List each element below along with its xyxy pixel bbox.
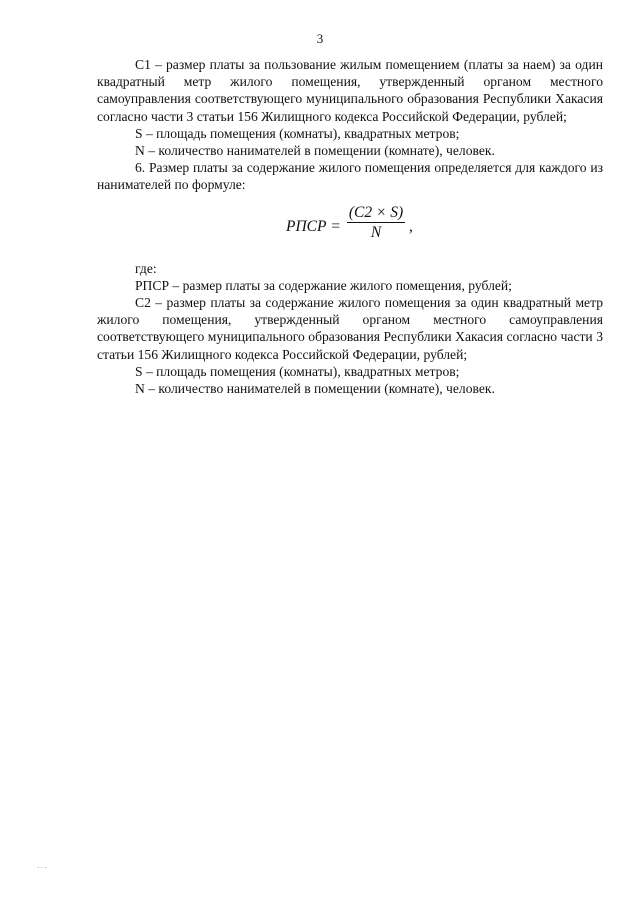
paragraph-rpsr-definition: РПСР – размер платы за содержание жилого помещения, рублей;: [135, 277, 512, 293]
paragraph-item-6: 6. Размер платы за содержание жилого помещения определяется для каждого из нанимателей по формуле:: [97, 160, 603, 193]
page-number: 3: [316, 31, 324, 46]
paragraph-c2-definition: C2 – размер платы за содержание жилого помещения за один квадратный метр жилого помещения, утвержденный органом местного самоуправления соответствующего муниципального образования Республики Хакасия согласно части 3 статьи 156 Жилищного кодекса Российской Федерации, рублей;: [97, 295, 603, 362]
formula-trailing-comma: ,: [409, 217, 413, 235]
paragraph-c1-definition: C1 – размер платы за пользование жилым помещением (платы за наем) за один квадратный метр жилого помещения, утвержденный органом местного самоуправления соответствующего муниципального образования Республики Хакасия согласно части 3 статьи 156 Жилищного кодекса Российской Федерации, рублей;: [97, 57, 603, 124]
paragraph-n-definition-2: N – количество нанимателей в помещении (комнате), человек.: [135, 381, 495, 397]
formula-lhs: РПСР =: [286, 217, 341, 235]
fraction-bar: [347, 222, 405, 223]
paragraph-n-definition: N – количество нанимателей в помещении (комнате), человек.: [135, 143, 495, 159]
formula-numerator: (C2 × S): [348, 203, 404, 221]
paragraph-where: где:: [135, 260, 157, 276]
document-body: [97, 56, 603, 397]
paragraph-s-definition-2: S – площадь помещения (комнаты), квадратных метров;: [135, 363, 460, 379]
formula-denominator: N: [370, 223, 382, 241]
footer-scan-mark: ...: [37, 861, 48, 870]
formula-fraction: [345, 204, 407, 241]
paragraph-s-definition: S – площадь помещения (комнаты), квадратных метров;: [135, 125, 460, 141]
formula-block: [97, 196, 603, 252]
